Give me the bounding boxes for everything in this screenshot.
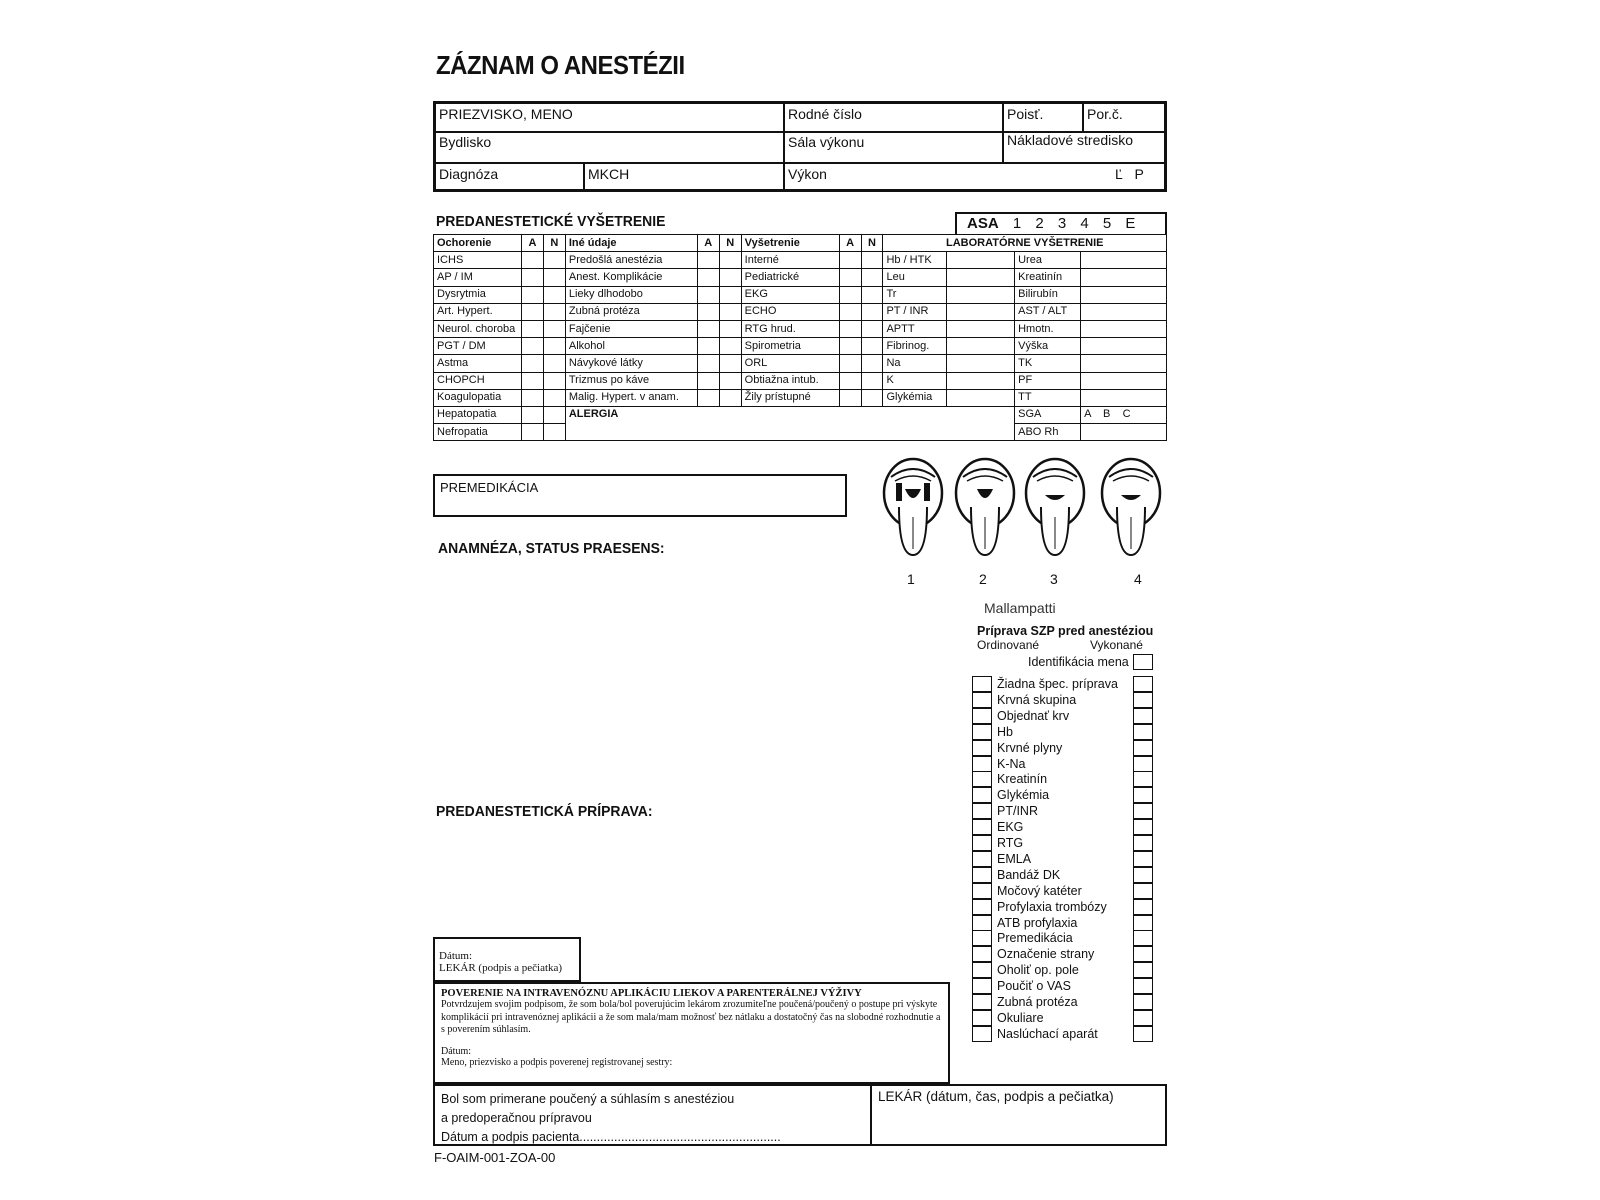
table-cell: Výška (1015, 338, 1081, 355)
table-cell: ORL (741, 355, 839, 372)
consent-doctor: LEKÁR (dátum, čas, podpis a pečiatka) (878, 1089, 1114, 1104)
table-cell: Glykémia (883, 389, 947, 406)
authorization-text: Potvrdzujem svojim podpisom, že som bola/bol poverujúcim lekárom zrozumiteľne poučená/poučený o postupe pri výskyte komplikácií pri intravenóznej aplikácii a že som mala/mam možnosť bez nátlaku a dostatočný čas na slobodné rozhodnutie a s poverením súhlasím. (441, 999, 941, 1035)
check-cell[interactable] (947, 269, 1015, 286)
szp-item: Naslúchací aparát (997, 1026, 1098, 1041)
address-label: Bydlisko (439, 134, 492, 150)
szp-item: Poučiť o VAS (997, 979, 1071, 994)
table-cell: Vyšetrenie (741, 235, 839, 252)
table-cell: Art. Hypert. (434, 303, 522, 320)
szp-item: Krvná skupina (997, 692, 1077, 707)
check-cell[interactable] (861, 303, 883, 320)
ordered-checkbox[interactable] (972, 883, 992, 899)
check-cell[interactable] (1081, 372, 1167, 389)
table-cell: Na (883, 355, 947, 372)
check-cell[interactable] (719, 389, 741, 406)
ordered-checkbox[interactable] (972, 692, 992, 708)
done-checkbox[interactable] (1133, 756, 1153, 772)
form-title: ZÁZNAM O ANESTÉZII (436, 50, 685, 80)
table-cell: Anest. Komplikácie (565, 269, 697, 286)
ordered-checkbox[interactable] (972, 819, 992, 835)
cost-center-label: Nákladové stredisko (1007, 132, 1134, 148)
table-cell: Iné údaje (565, 235, 697, 252)
ordered-checkbox[interactable] (972, 962, 992, 978)
ordered-checkbox[interactable] (972, 930, 992, 946)
table-row (434, 320, 1167, 337)
done-checkbox[interactable] (1133, 851, 1153, 867)
pre-exam-table (433, 234, 1167, 441)
ordered-checkbox[interactable] (972, 724, 992, 740)
diagnosis-label: Diagnóza (439, 166, 499, 182)
done-checkbox[interactable] (1133, 771, 1153, 787)
check-cell[interactable] (719, 269, 741, 286)
check-cell[interactable] (543, 389, 565, 406)
table-cell: Návykové látky (565, 355, 697, 372)
check-cell[interactable] (543, 355, 565, 372)
check-cell[interactable] (543, 372, 565, 389)
authorization-box (433, 982, 950, 1084)
table-row (434, 269, 1167, 286)
check-cell[interactable] (543, 286, 565, 303)
done-checkbox[interactable] (1133, 676, 1153, 692)
ordered-checkbox[interactable] (972, 756, 992, 772)
szp-item: Bandáž DK (997, 867, 1061, 882)
done-checkbox[interactable] (1133, 1026, 1153, 1042)
szp-item: Močový katéter (997, 883, 1082, 898)
table-cell: AP / IM (434, 269, 522, 286)
done-checkbox[interactable] (1133, 708, 1153, 724)
szp-item: Glykémia (997, 788, 1050, 803)
check-cell[interactable] (839, 303, 861, 320)
check-cell[interactable] (861, 286, 883, 303)
check-cell[interactable] (697, 269, 719, 286)
ordered-checkbox[interactable] (972, 708, 992, 724)
ordered-checkbox[interactable] (972, 851, 992, 867)
table-cell: Kreatinín (1015, 269, 1081, 286)
check-cell[interactable] (947, 355, 1015, 372)
ordered-checkbox[interactable] (972, 1010, 992, 1026)
table-cell: Hmotn. (1015, 320, 1081, 337)
table-cell: Koagulopatia (434, 389, 522, 406)
szp-item: Žiadna špec. príprava (997, 677, 1118, 691)
patient-header (433, 101, 1167, 192)
table-cell: TK (1015, 355, 1081, 372)
mkch-label: MKCH (588, 166, 630, 182)
birth-number-label: Rodné číslo (788, 106, 862, 122)
pre-exam-title: PREDANESTETICKÉ VYŠETRENIE (436, 213, 666, 230)
ordered-checkbox[interactable] (972, 835, 992, 851)
check-cell[interactable] (719, 286, 741, 303)
premedication-label: PREMEDIKÁCIA (440, 480, 539, 495)
ordered-checkbox[interactable] (972, 787, 992, 803)
check-cell[interactable] (839, 355, 861, 372)
check-cell[interactable] (543, 406, 565, 423)
check-cell[interactable] (521, 338, 543, 355)
check-cell[interactable] (1081, 389, 1167, 406)
check-cell[interactable] (543, 269, 565, 286)
check-cell[interactable] (1081, 320, 1167, 337)
check-cell[interactable] (697, 372, 719, 389)
table-cell: A (521, 235, 543, 252)
check-cell[interactable] (719, 320, 741, 337)
ident-checkbox[interactable] (1133, 654, 1153, 670)
done-checkbox[interactable] (1133, 867, 1153, 883)
ordered-checkbox[interactable] (972, 867, 992, 883)
check-cell[interactable] (947, 303, 1015, 320)
szp-item: Objednať krv (997, 708, 1070, 723)
check-cell[interactable] (861, 338, 883, 355)
done-checkbox[interactable] (1133, 740, 1153, 756)
check-cell[interactable] (697, 338, 719, 355)
table-cell: PGT / DM (434, 338, 522, 355)
table-cell: APTT (883, 320, 947, 337)
check-cell[interactable] (719, 338, 741, 355)
ordered-checkbox[interactable] (972, 899, 992, 915)
szp-ordered: Ordinované (977, 638, 1040, 652)
done-checkbox[interactable] (1133, 946, 1153, 962)
check-cell[interactable] (719, 355, 741, 372)
preparation-title: PREDANESTETICKÁ PRÍPRAVA: (436, 803, 653, 820)
szp-item: ATB profylaxia (997, 915, 1078, 930)
table-cell: Nefropatia (434, 424, 522, 441)
check-cell[interactable] (521, 320, 543, 337)
check-cell[interactable] (1081, 303, 1167, 320)
szp-item: Kreatinín (997, 772, 1048, 787)
table-cell: Trizmus po káve (565, 372, 697, 389)
check-cell[interactable] (521, 372, 543, 389)
check-cell[interactable] (719, 303, 741, 320)
szp-item: Okuliare (997, 1010, 1044, 1025)
table-cell: Interné (741, 252, 839, 269)
check-cell[interactable] (543, 424, 565, 441)
table-row (434, 303, 1167, 320)
table-cell: RTG hrud. (741, 320, 839, 337)
check-cell[interactable] (861, 355, 883, 372)
check-cell[interactable] (697, 389, 719, 406)
table-cell: ALERGIA (565, 406, 1014, 440)
table-cell: LABORATÓRNE VYŠETRENIE (883, 235, 1167, 252)
table-cell: Hb / HTK (883, 252, 947, 269)
table-row (434, 372, 1167, 389)
table-cell: ICHS (434, 252, 522, 269)
check-cell[interactable] (839, 252, 861, 269)
check-cell[interactable] (1081, 424, 1167, 441)
doctor-date: Dátum: (439, 950, 472, 962)
szp-done: Vykonané (1090, 638, 1143, 652)
ordered-checkbox[interactable] (972, 803, 992, 819)
table-cell: CHOPCH (434, 372, 522, 389)
check-cell[interactable] (719, 372, 741, 389)
table-cell: Obtiažna intub. (741, 372, 839, 389)
mallampati-num: 4 (1134, 571, 1142, 587)
done-checkbox[interactable] (1133, 1010, 1153, 1026)
done-checkbox[interactable] (1133, 819, 1153, 835)
check-cell[interactable] (947, 252, 1015, 269)
szp-item: EMLA (997, 851, 1032, 866)
ordered-checkbox[interactable] (972, 946, 992, 962)
szp-item: K-Na (997, 756, 1026, 771)
table-cell: K (883, 372, 947, 389)
check-cell[interactable] (521, 252, 543, 269)
asa-box (955, 212, 1167, 234)
check-cell[interactable] (1081, 338, 1167, 355)
done-checkbox[interactable] (1133, 994, 1153, 1010)
check-cell[interactable] (697, 286, 719, 303)
done-checkbox[interactable] (1133, 899, 1153, 915)
table-cell: N (719, 235, 741, 252)
asa-values: 1 2 3 4 5 E (1012, 215, 1136, 232)
table-cell: Tr (883, 286, 947, 303)
mallampati-mouth-3 (1026, 459, 1084, 555)
check-cell[interactable] (839, 338, 861, 355)
check-cell[interactable] (521, 303, 543, 320)
done-checkbox[interactable] (1133, 835, 1153, 851)
table-cell: Fajčenie (565, 320, 697, 337)
szp-title: Príprava SZP pred anestéziou (977, 624, 1154, 638)
done-checkbox[interactable] (1133, 692, 1153, 708)
check-cell[interactable] (861, 389, 883, 406)
szp-item: Zubná protéza (997, 995, 1078, 1009)
check-cell[interactable] (543, 320, 565, 337)
table-row (434, 252, 1167, 269)
check-cell[interactable] (839, 389, 861, 406)
check-cell[interactable] (1081, 269, 1167, 286)
done-checkbox[interactable] (1133, 915, 1153, 931)
table-row (434, 406, 1167, 423)
check-cell[interactable] (861, 252, 883, 269)
ordered-checkbox[interactable] (972, 740, 992, 756)
check-cell[interactable] (697, 355, 719, 372)
order-label: Por.č. (1087, 106, 1123, 122)
szp-ident: Identifikácia mena (1028, 655, 1129, 669)
consent-line1: Bol som primerane poučený a súhlasím s anestéziou (441, 1092, 735, 1106)
table-cell: Malig. Hypert. v anam. (565, 389, 697, 406)
check-cell[interactable] (861, 372, 883, 389)
done-checkbox[interactable] (1133, 930, 1153, 946)
check-cell[interactable] (521, 269, 543, 286)
table-cell: Fibrinog. (883, 338, 947, 355)
table-cell: ABO Rh (1015, 424, 1081, 441)
check-cell[interactable] (861, 269, 883, 286)
check-cell[interactable] (521, 406, 543, 423)
table-cell: Bilirubín (1015, 286, 1081, 303)
check-cell[interactable] (543, 338, 565, 355)
ordered-checkbox[interactable] (972, 676, 992, 692)
check-cell[interactable] (839, 269, 861, 286)
szp-item: Profylaxia trombózy (997, 899, 1107, 914)
table-cell: N (543, 235, 565, 252)
table-cell: TT (1015, 389, 1081, 406)
check-cell[interactable] (719, 252, 741, 269)
mallampati-mouth-4 (1102, 459, 1160, 555)
table-cell: Zubná protéza (565, 303, 697, 320)
mallampati-num: 3 (1050, 571, 1058, 587)
check-cell[interactable] (521, 355, 543, 372)
table-row (434, 235, 1167, 252)
table-cell: Žily prístupné (741, 389, 839, 406)
table-cell: Pediatrické (741, 269, 839, 286)
check-cell[interactable] (1081, 355, 1167, 372)
szp-item: Premedikácia (997, 931, 1073, 946)
check-cell[interactable] (521, 389, 543, 406)
mallampati-diagram (875, 455, 1175, 560)
szp-item: EKG (997, 820, 1024, 835)
table-cell: PT / INR (883, 303, 947, 320)
mallampati-mouth-1 (884, 459, 942, 555)
name-label: PRIEZVISKO, MENO (439, 106, 573, 122)
ordered-checkbox[interactable] (972, 994, 992, 1010)
table-cell: EKG (741, 286, 839, 303)
procedure-label: Výkon (788, 166, 827, 182)
mallampati-label: Mallampatti (984, 600, 1056, 616)
ordered-checkbox[interactable] (972, 771, 992, 787)
check-cell[interactable] (521, 424, 543, 441)
check-cell[interactable] (521, 286, 543, 303)
consent-line3: Dátum a podpis pacienta.......................................................... (441, 1130, 781, 1144)
szp-item: Oholiť op. pole (997, 963, 1079, 978)
ordered-checkbox[interactable] (972, 978, 992, 994)
ordered-checkbox[interactable] (972, 1026, 992, 1042)
side-label: Ľ P (1115, 166, 1144, 182)
table-row (434, 338, 1167, 355)
table-cell: PF (1015, 372, 1081, 389)
anamnesis-title: ANAMNÉZA, STATUS PRAESENS: (438, 540, 665, 557)
check-cell[interactable] (697, 252, 719, 269)
check-cell[interactable] (861, 320, 883, 337)
check-cell[interactable] (697, 303, 719, 320)
asa-label: ASA (967, 215, 999, 232)
table-cell: Dysrytmia (434, 286, 522, 303)
check-cell[interactable] (947, 320, 1015, 337)
table-cell: Ochorenie (434, 235, 522, 252)
table-cell: Spirometria (741, 338, 839, 355)
authorization-signature: Meno, priezvisko a podpis poverenej registrovanej sestry: (441, 1056, 673, 1068)
authorization-title: POVERENIE NA INTRAVENÓZNU APLIKÁCIU LIEKOV A PARENTERÁLNEJ VÝŽIVY (441, 988, 862, 999)
table-cell: Astma (434, 355, 522, 372)
szp-item: Označenie strany (997, 947, 1095, 962)
done-checkbox[interactable] (1133, 978, 1153, 994)
consent-line2: a predoperačnou prípravou (441, 1111, 592, 1125)
done-checkbox[interactable] (1133, 803, 1153, 819)
done-checkbox[interactable] (1133, 883, 1153, 899)
table-cell: Hepatopatia (434, 406, 522, 423)
check-cell[interactable] (947, 286, 1015, 303)
table-cell: A B C (1081, 406, 1167, 423)
table-cell: Neurol. choroba (434, 320, 522, 337)
check-cell[interactable] (1081, 252, 1167, 269)
room-label: Sála výkonu (788, 134, 865, 150)
doctor-label: LEKÁR (podpis a pečiatka) (439, 962, 563, 974)
check-cell[interactable] (839, 286, 861, 303)
ordered-checkbox[interactable] (972, 915, 992, 931)
table-cell: Predošlá anestézia (565, 252, 697, 269)
table-cell: A (697, 235, 719, 252)
check-cell[interactable] (1081, 286, 1167, 303)
done-checkbox[interactable] (1133, 962, 1153, 978)
table-cell: Lieky dlhodobo (565, 286, 697, 303)
table-cell: Leu (883, 269, 947, 286)
table-row (434, 286, 1167, 303)
mallampati-num: 2 (979, 571, 987, 587)
szp-item: Hb (997, 724, 1013, 739)
doctor-consent-box[interactable] (870, 1084, 1167, 1146)
done-checkbox[interactable] (1133, 724, 1153, 740)
table-cell: AST / ALT (1015, 303, 1081, 320)
table-cell: A (839, 235, 861, 252)
form-code: F-OAIM-001-ZOA-00 (434, 1150, 556, 1165)
check-cell[interactable] (839, 320, 861, 337)
mallampati-num: 1 (907, 571, 915, 587)
check-cell[interactable] (697, 320, 719, 337)
table-row (434, 355, 1167, 372)
table-cell: Urea (1015, 252, 1081, 269)
insurance-label: Poisť. (1007, 106, 1044, 122)
consent-box[interactable] (433, 1084, 872, 1146)
check-cell[interactable] (947, 389, 1015, 406)
table-row (434, 389, 1167, 406)
table-cell: SGA (1015, 406, 1081, 423)
check-cell[interactable] (543, 252, 565, 269)
check-cell[interactable] (947, 338, 1015, 355)
check-cell[interactable] (839, 372, 861, 389)
szp-item: RTG (997, 836, 1024, 850)
table-cell: Alkohol (565, 338, 697, 355)
authorization-date: Dátum: (441, 1045, 471, 1057)
premedication-box[interactable] (433, 474, 847, 517)
done-checkbox[interactable] (1133, 787, 1153, 803)
szp-item: Krvné plyny (997, 740, 1063, 755)
check-cell[interactable] (947, 372, 1015, 389)
table-cell: ECHO (741, 303, 839, 320)
check-cell[interactable] (543, 303, 565, 320)
doctor-signature-box[interactable] (433, 937, 581, 982)
szp-item: PT/INR (997, 804, 1038, 819)
mallampati-mouth-2 (956, 459, 1014, 555)
table-cell: N (861, 235, 883, 252)
